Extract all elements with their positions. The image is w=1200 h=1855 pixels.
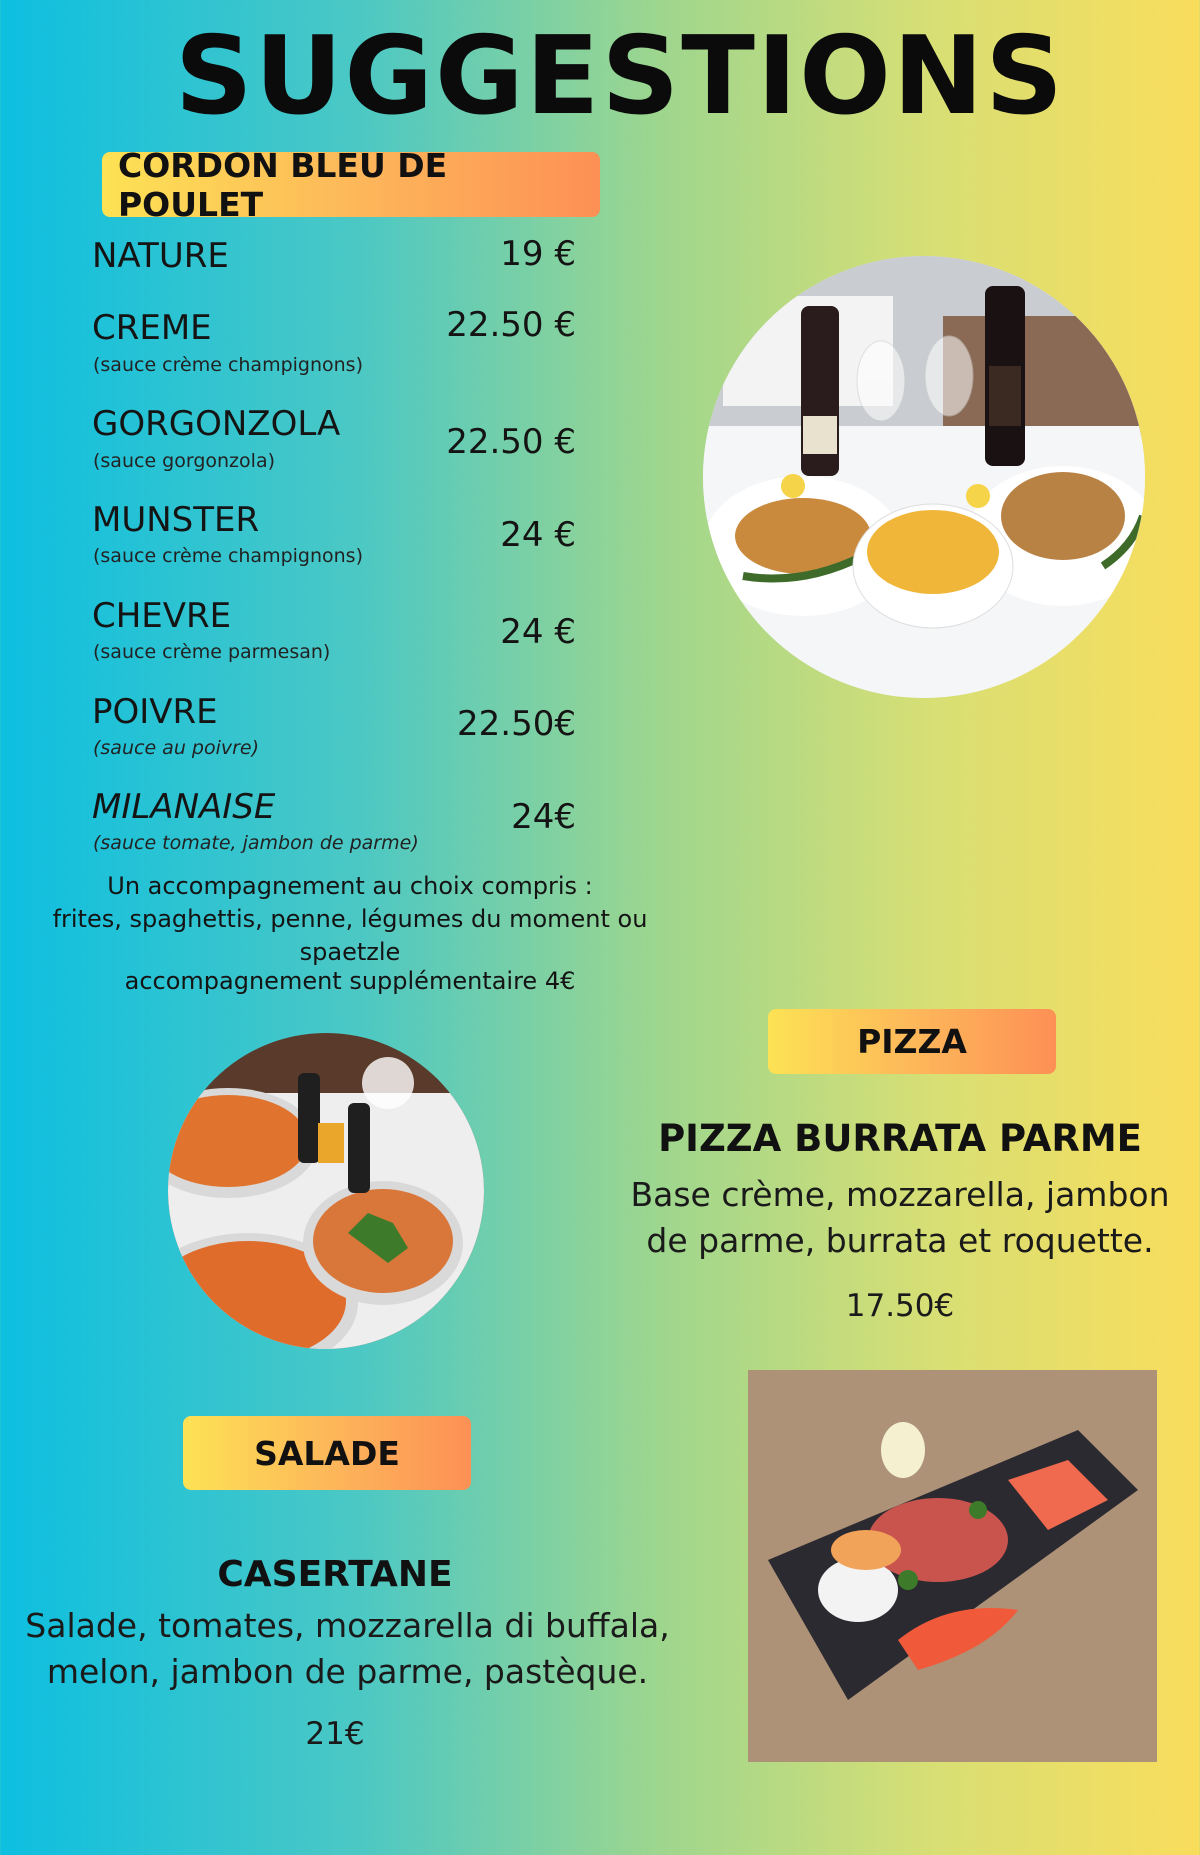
item-chevre-sauce: (sauce crème parmesan) xyxy=(93,641,331,663)
pizza-name: PIZZA BURRATA PARME xyxy=(658,1117,1142,1160)
salade-desc-line-1: Salade, tomates, mozzarella di buffala, xyxy=(25,1606,670,1645)
item-munster-sauce: (sauce crème champignons) xyxy=(93,545,363,567)
item-chevre-name: CHEVRE xyxy=(92,596,232,636)
salade-description xyxy=(0,1603,695,1695)
salade-price: 21€ xyxy=(305,1716,365,1752)
pizza-description xyxy=(600,1172,1200,1264)
salade-desc-line-2: melon, jambon de parme, pastèque. xyxy=(46,1652,649,1691)
pizza-price: 17.50€ xyxy=(845,1288,955,1324)
salade-heading: SALADE xyxy=(183,1416,471,1490)
salade-name: CASERTANE xyxy=(217,1554,453,1595)
extra-accompaniment: accompagnement supplémentaire 4€ xyxy=(124,967,576,995)
page-title: SUGGESTIONS xyxy=(174,14,1066,139)
item-poivre-sauce: (sauce au poivre) xyxy=(93,737,260,759)
cordon-bleu-photo xyxy=(703,256,1145,698)
item-nature-price: 19 € xyxy=(500,234,576,274)
accompaniment-line-1: Un accompagnement au choix compris : xyxy=(107,872,593,900)
cordon-bleu-heading: CORDON BLEU DE POULET xyxy=(102,152,600,217)
item-milanaise-name: MILANAISE xyxy=(92,787,276,827)
pizza-photo xyxy=(168,1033,484,1349)
accompaniment-note xyxy=(0,870,700,969)
item-creme-name: CREME xyxy=(92,308,212,348)
item-milanaise-price: 24€ xyxy=(511,797,576,837)
pizza-desc-line-1: Base crème, mozzarella, jambon xyxy=(630,1175,1170,1214)
item-gorgonzola-sauce: (sauce gorgonzola) xyxy=(93,450,275,472)
item-milanaise-sauce: (sauce tomate, jambon de parme) xyxy=(93,832,419,854)
item-poivre-price: 22.50€ xyxy=(457,704,576,744)
item-nature-name: NATURE xyxy=(92,236,229,276)
item-munster-price: 24 € xyxy=(500,515,576,555)
accompaniment-line-2: frites, spaghettis, penne, légumes du moment ou spaetzle xyxy=(52,905,648,966)
item-gorgonzola-name: GORGONZOLA xyxy=(92,404,341,444)
pizza-heading: PIZZA xyxy=(768,1009,1056,1074)
salade-photo xyxy=(748,1370,1157,1762)
item-gorgonzola-price: 22.50 € xyxy=(446,422,576,462)
item-poivre-name: POIVRE xyxy=(92,692,218,732)
item-creme-sauce: (sauce crème champignons) xyxy=(93,354,363,376)
item-munster-name: MUNSTER xyxy=(92,500,260,540)
pizza-desc-line-2: de parme, burrata et roquette. xyxy=(646,1221,1154,1260)
item-chevre-price: 24 € xyxy=(500,612,576,652)
item-creme-price: 22.50 € xyxy=(446,305,576,345)
